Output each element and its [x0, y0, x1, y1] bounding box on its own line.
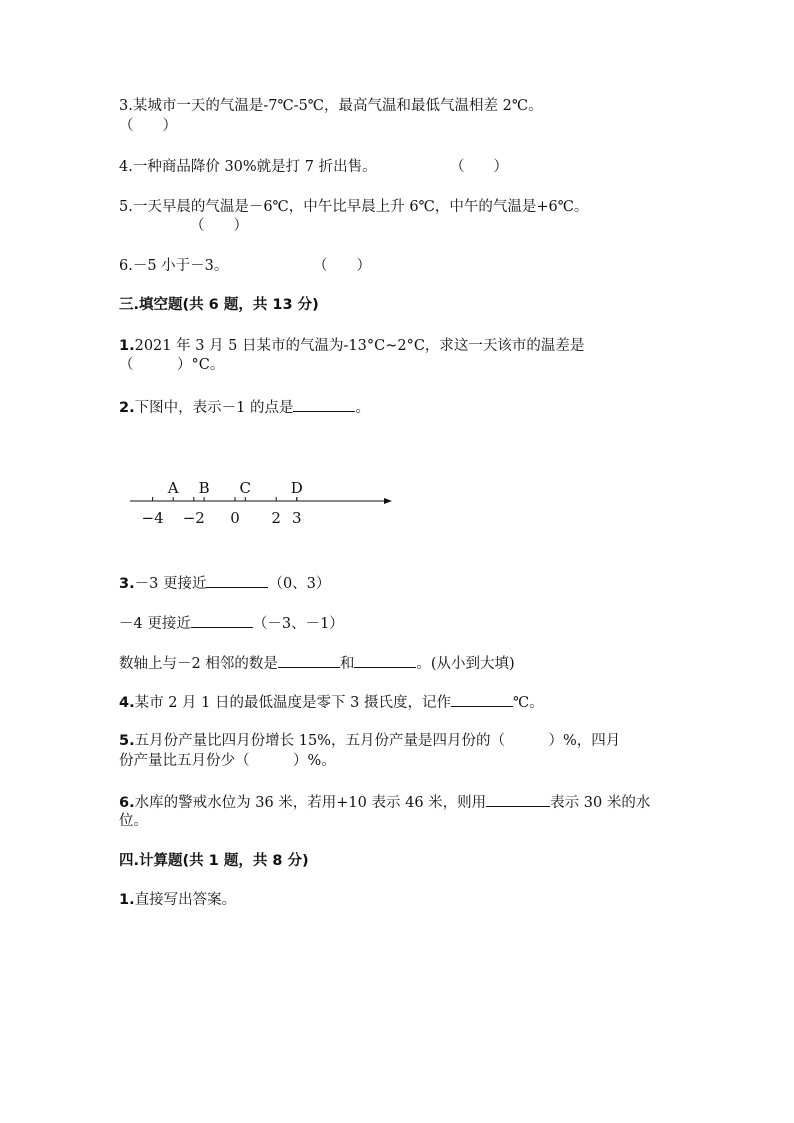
point-label-a: A [167, 479, 179, 497]
fill-q6-blank[interactable] [486, 792, 550, 807]
q4-judge-answer-paren[interactable]: （ ） [450, 159, 508, 175]
section-4-title: 四.计算题(共 1 题，共 8 分) [119, 853, 309, 869]
calc-q1 [119, 891, 236, 910]
fill-q3-b-blank[interactable] [191, 613, 253, 628]
fill-q6-number: 6. [119, 795, 135, 811]
fill-q6-text: 水库的警戒水位为 36 米，若用+10 表示 46 米，则用 [134, 795, 487, 811]
fill-q4-tail: ℃。 [512, 695, 544, 711]
fill-q2 [119, 397, 370, 418]
point-label-c: C [239, 479, 252, 497]
fill-q3-line-a [119, 573, 330, 594]
q5-judge-answer-paren[interactable]: （ ） [190, 218, 248, 234]
fill-q4-number: 4. [119, 695, 135, 711]
q5-judge-line1: 5.一天早晨的气温是－6℃，中午比早晨上升 6℃，中午的气温是+6℃。 [119, 199, 589, 215]
point-label-d: D [290, 479, 303, 497]
fill-q3-b-text: －4 更接近 [119, 616, 191, 632]
fill-q3-b-tail: （－3、－1） [252, 616, 344, 632]
q3-judge-answer-paren[interactable]: （ ） [119, 118, 177, 134]
fill-q6-line2: 位。 [119, 813, 148, 829]
point-label-b: B [198, 479, 210, 497]
fill-q3-line-c [119, 653, 515, 674]
q6-judge-answer-paren[interactable]: （ ） [313, 258, 371, 274]
fill-q3-number: 3. [119, 576, 135, 592]
fill-q1-line2[interactable]: （ ）°C。 [119, 357, 225, 373]
fill-q5-line1 [119, 732, 620, 751]
tick-label: 2 [271, 509, 281, 527]
number-line-arrow [384, 498, 392, 504]
fill-q5-text: 五月份产量比四月份增长 15%，五月份产量是四月份的（ ）%，四月 [134, 733, 621, 749]
fill-q4-blank[interactable] [451, 692, 513, 707]
q6-judge [119, 257, 371, 276]
calc-q1-number: 1. [119, 892, 135, 908]
fill-q3-a-blank[interactable] [206, 573, 268, 588]
tick-label: 3 [292, 509, 302, 527]
fill-q3-line-b [119, 613, 344, 634]
q4-judge-text: 4.一种商品降价 30%就是打 7 折出售。 [119, 159, 377, 175]
fill-q3-c-text: 数轴上与－2 相邻的数是 [119, 656, 278, 672]
number-line-figure [120, 474, 400, 530]
fill-q2-number: 2. [119, 400, 135, 416]
fill-q1-number: 1. [119, 338, 135, 354]
fill-q5-line2[interactable]: 份产量比五月份少（ ）%。 [119, 753, 336, 769]
fill-q3-c-blank1[interactable] [278, 653, 340, 668]
fill-q3-a-tail: （0、3） [268, 576, 331, 592]
q4-judge [119, 158, 508, 177]
fill-q2-end: 。 [355, 400, 370, 416]
fill-q3-c-mid: 和 [339, 656, 355, 672]
fill-q1-text: 2021 年 3 月 5 日某市的气温为-13°C~2°C，求这一天该市的温差是 [134, 338, 585, 354]
fill-q6-line1 [119, 792, 650, 813]
fill-q2-blank[interactable] [293, 397, 355, 412]
q3-judge-line1: 3.某城市一天的气温是-7℃-5℃，最高气温和最低气温相差 2℃。 [119, 98, 543, 114]
fill-q3-c-blank2[interactable] [354, 653, 416, 668]
tick-label: 0 [230, 509, 240, 527]
section-3-title: 三.填空题(共 6 题，共 13 分) [119, 297, 319, 313]
fill-q6-tail: 表示 30 米的水 [550, 795, 651, 811]
tick-label: −4 [141, 509, 164, 527]
calc-q1-text: 直接写出答案。 [134, 892, 237, 908]
fill-q3-a-text: －3 更接近 [134, 576, 207, 592]
fill-q4 [119, 692, 544, 713]
fill-q4-text: 某市 2 月 1 日的最低温度是零下 3 摄氏度，记作 [134, 695, 451, 711]
tick-label: −2 [182, 509, 205, 527]
fill-q1-line1 [119, 337, 584, 356]
fill-q5-number: 5. [119, 733, 135, 749]
q6-judge-text: 6.－5 小于－3。 [119, 258, 229, 274]
fill-q2-text: 下图中，表示－1 的点是 [134, 400, 294, 416]
fill-q3-c-tail: 。(从小到大填) [416, 656, 515, 672]
